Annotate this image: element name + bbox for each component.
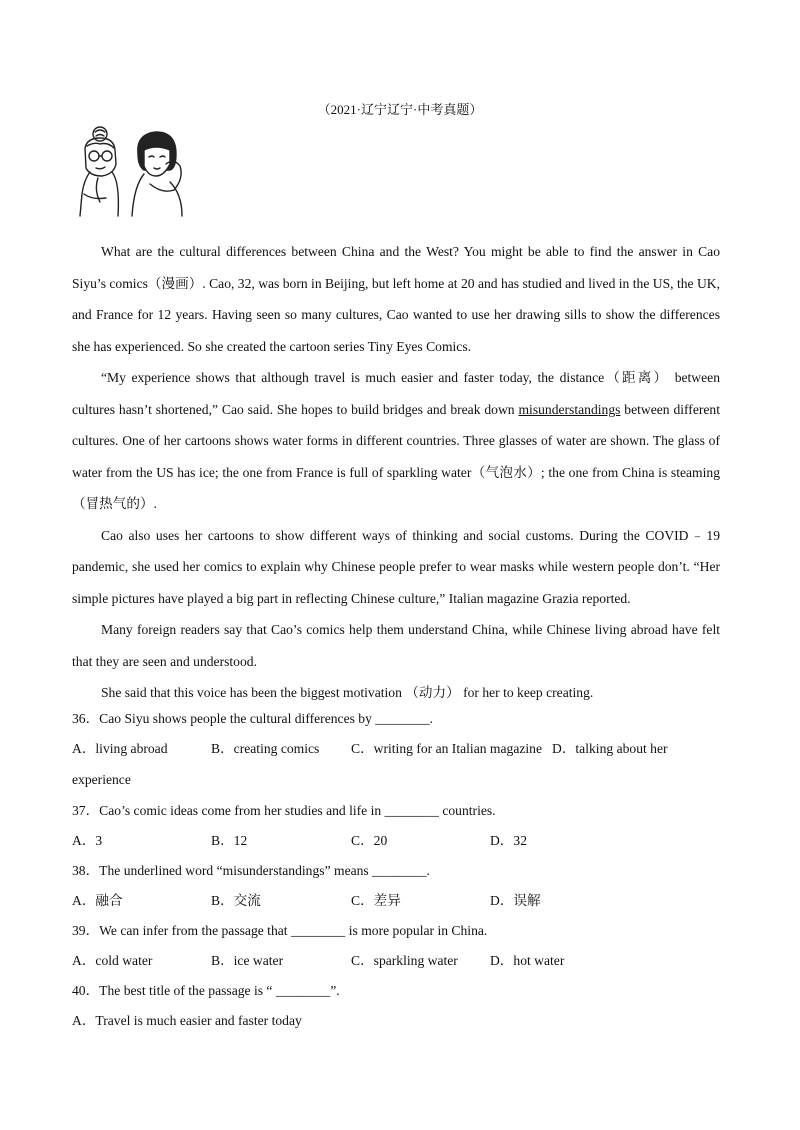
option-d: D．32 <box>490 833 528 848</box>
paragraph-2-after: between different cultures. One of her cartoons shows water forms in different countries. Three glasses of water are shown. The glass of water from the US has ice; the one from France is full of sparkling water（气泡水）; the one from China is steaming（冒热气的）. <box>72 401 721 511</box>
paragraph-5: She said that this voice has been the biggest motivation （动力） for her to keep creating. <box>101 685 594 700</box>
option-c: C．差异 <box>351 893 401 908</box>
question-40-option-a: A．Travel is much easier and faster today <box>72 1013 302 1028</box>
option-b: B．12 <box>211 833 248 848</box>
option-c: C．sparkling water <box>351 953 458 968</box>
paragraph-4: Many foreign readers say that Cao’s comics help them understand China, while Chinese living abroad have felt that they are seen and understood. <box>72 622 720 669</box>
option-d: D．talking about her <box>552 741 668 756</box>
paragraph-2-before: “My experience shows that although travel is much easier and faster today, the distance（距离） between cultures hasn’t shortened,” Cao said. She hopes to build bridges and break down <box>72 370 720 417</box>
reading-passage <box>72 236 720 709</box>
option-d: D．误解 <box>490 893 541 908</box>
paragraph-1: What are the cultural differences between China and the West? You might be able to find the answer in Cao Siyu’s comics（漫画）. Cao, 32, was born in Beijing, but left home at 20 and has studied and lived in the US, the UK, and France for 12 years. Having seen so many cultures, Cao wanted to use her drawing sills to show the differences she has experienced. So she created the cartoon series Tiny Eyes Comics. <box>72 244 720 354</box>
option-b: B．交流 <box>211 893 261 908</box>
option-a: A．cold water <box>72 953 153 968</box>
question-39-options <box>72 946 732 976</box>
question-39-stem: 39．We can infer from the passage that ________ is more popular in China. <box>72 923 488 938</box>
question-list <box>72 704 732 1036</box>
question-37-stem: 37．Cao’s comic ideas come from her studies and life in ________ countries. <box>72 803 496 818</box>
option-d-continued: experience <box>72 772 131 787</box>
paragraph-2 <box>72 362 720 520</box>
question-36-stem: 36．Cao Siyu shows people the cultural differences by ________. <box>72 711 434 726</box>
question-source: （2021·辽宁辽宁·中考真题） <box>317 102 483 117</box>
question-38-stem: 38．The underlined word “misunderstandings” means ________. <box>72 863 430 878</box>
option-b: B．ice water <box>211 953 284 968</box>
option-a: A．融合 <box>72 893 123 908</box>
option-d: D．hot water <box>490 953 565 968</box>
option-c: C．20 <box>351 833 388 848</box>
underlined-word: misunderstandings <box>518 401 621 417</box>
paragraph-3: Cao also uses her cartoons to show different ways of thinking and social customs. During the COVID﹣19 pandemic, she used her comics to explain why Chinese people prefer to wear masks while western people don’t. “Her simple pictures have played a big part in reflecting Chinese culture,” Italian magazine Grazia reported. <box>72 527 720 606</box>
question-37-options <box>72 826 732 856</box>
question-38-options <box>72 886 732 916</box>
option-b: B．creating comics <box>211 741 320 756</box>
question-40-stem: 40．The best title of the passage is “ ________”. <box>72 983 340 998</box>
question-36-options <box>72 734 732 764</box>
comic-illustration <box>70 124 190 220</box>
option-a: A．living abroad <box>72 741 168 756</box>
option-a: A．3 <box>72 833 103 848</box>
option-c: C．writing for an Italian magazine <box>351 741 543 756</box>
